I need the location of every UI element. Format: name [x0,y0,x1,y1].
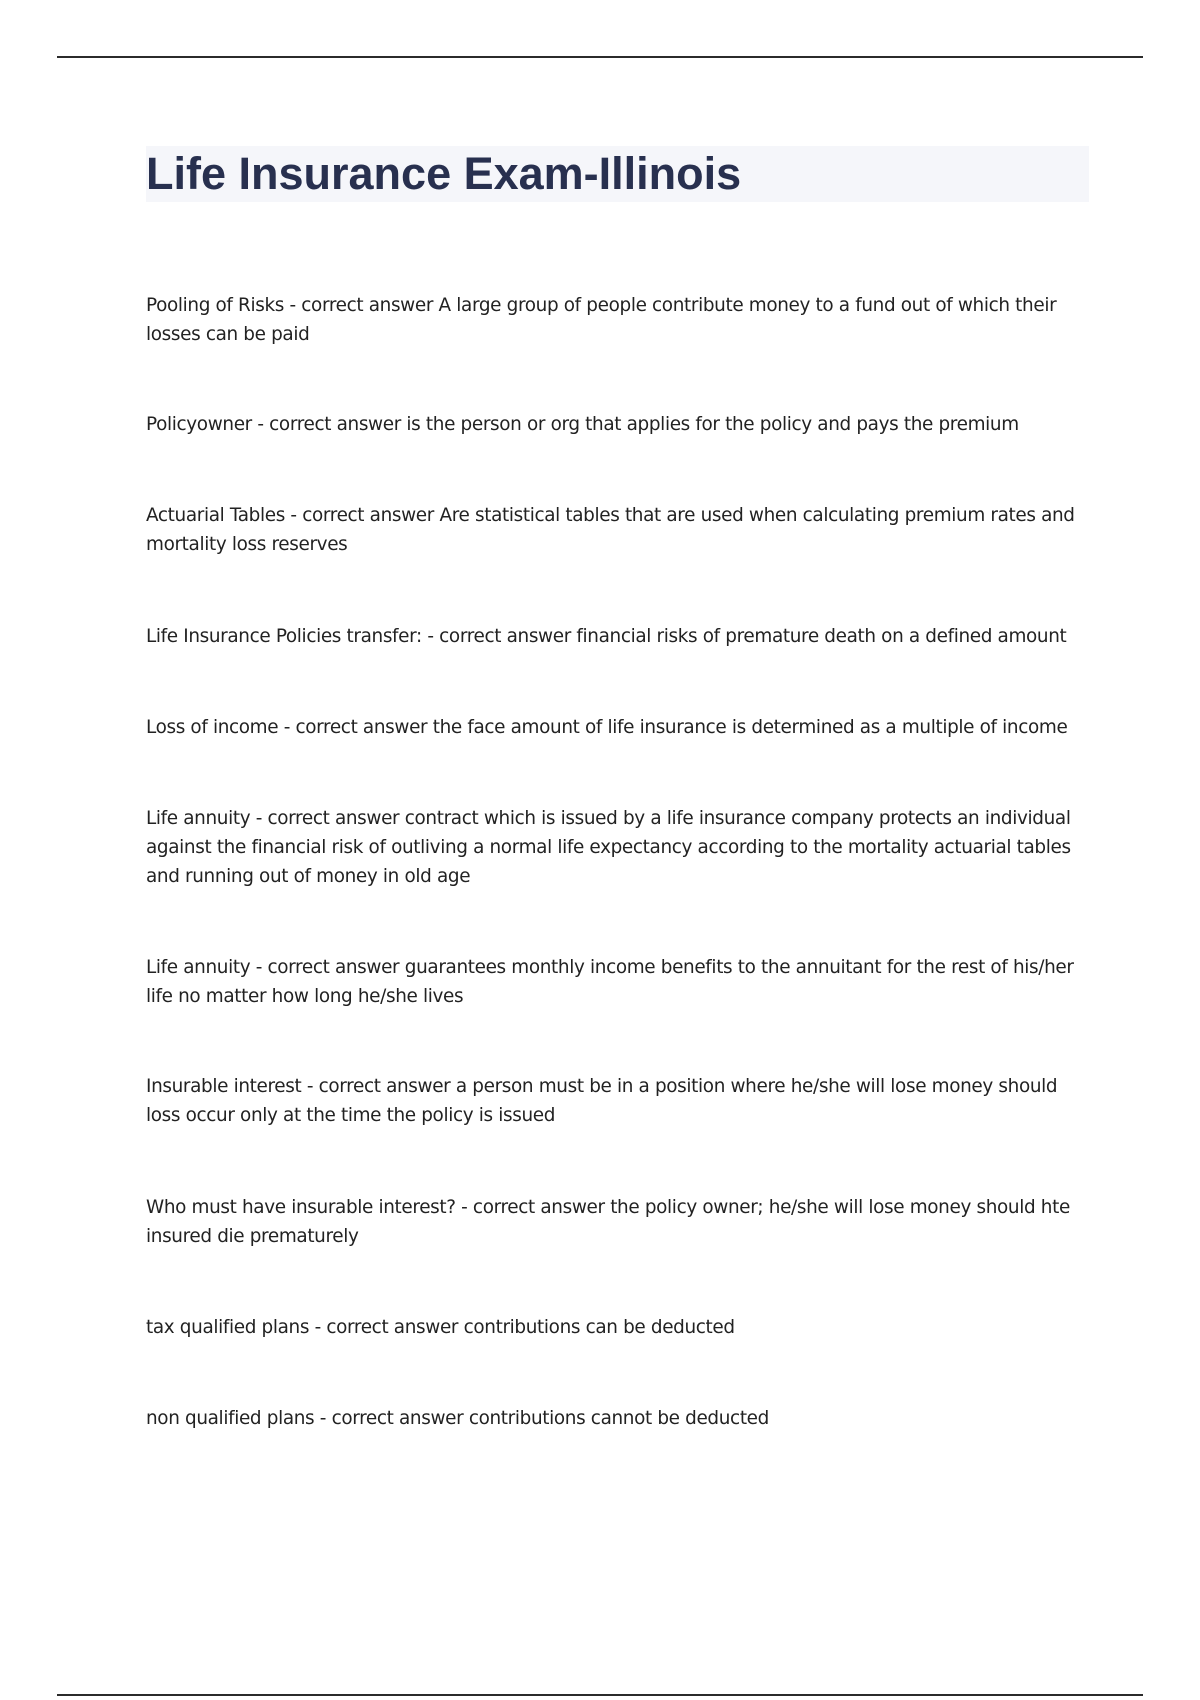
list-item: Life Insurance Policies transfer: - correct answer financial risks of premature death on a defined amount [146,626,1067,647]
top-divider [57,56,1143,58]
list-item: Who must have insurable interest? - correct answer the policy owner; he/she will lose money should hte insured die prematurely [146,1197,1070,1247]
list-item: Policyowner - correct answer is the person or org that applies for the policy and pays the premium [146,414,1019,435]
list-item: non qualified plans - correct answer contributions cannot be deducted [146,1408,769,1429]
list-item: Insurable interest - correct answer a person must be in a position where he/she will lose money should loss occur only at the time the policy is issued [146,1076,1058,1126]
list-item: Loss of income - correct answer the face amount of life insurance is determined as a multiple of income [146,717,1068,738]
list-item: Actuarial Tables - correct answer Are statistical tables that are used when calculating premium rates and mortality loss reserves [146,505,1075,555]
document-title: Life Insurance Exam-Illinois [146,148,742,199]
list-item: Life annuity - correct answer guarantees monthly income benefits to the annuitant for the rest of his/her life no matter how long he/she lives [146,957,1074,1007]
bottom-divider [57,1694,1143,1696]
title-band [146,146,1089,202]
list-item: Life annuity - correct answer contract which is issued by a life insurance company protects an individual against the financial risk of outliving a normal life expectancy according to the mortality actuarial tables and running out of money in old age [146,808,1071,887]
list-item: tax qualified plans - correct answer contributions can be deducted [146,1317,735,1338]
list-item: Pooling of Risks - correct answer A large group of people contribute money to a fund out of which their losses can be paid [146,295,1057,345]
